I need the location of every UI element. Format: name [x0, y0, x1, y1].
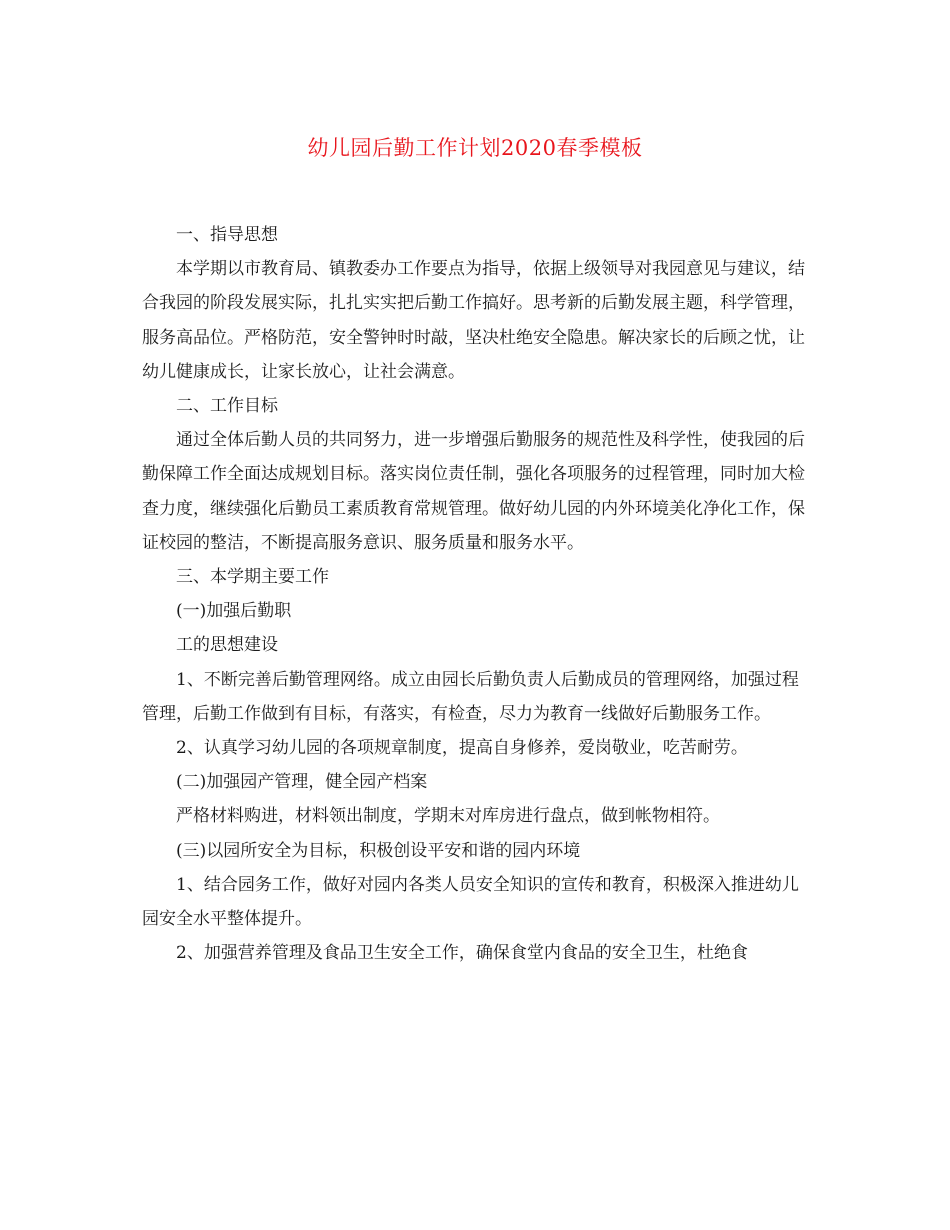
- sub-heading: (二)加强园产管理，健全园产档案: [176, 772, 428, 793]
- body-paragraph: 1、不断完善后勤管理网络。成立由园长后勤负责人后勤成员的管理网络，加强过程管理，后勤工作做到有目标，有落实，有检查，尽力为教育一线做好后勤服务工作。: [142, 669, 799, 724]
- section-heading: 三、本学期主要工作: [176, 567, 329, 588]
- section-heading: 一、指导思想: [176, 225, 278, 245]
- document-title: 幼儿园后勤工作计划2020春季模板: [307, 136, 643, 160]
- body-paragraph: 本学期以市教育局、镇教委办工作要点为指导，依据上级领导对我园意见与建议，结合我园的阶段发展实际，扎扎实实把后勤工作搞好。思考新的后勤发展主题，科学管理，服务高品位。严格防范，安全警钟时时敲，坚决杜绝安全隐患。解决家长的后顾之忧，让幼儿健康成长，让家长放心，让社会满意。: [142, 259, 805, 382]
- body-paragraph: 2、认真学习幼儿园的各项规章制度，提高自身修养，爱岗敬业，吃苦耐劳。: [176, 738, 748, 759]
- body-paragraph: 1、结合园务工作，做好对园内各类人员安全知识的宣传和教育，积极深入推进幼儿园安全水平整体提升。: [142, 874, 799, 930]
- sub-heading: (一)加强后勤职: [176, 601, 292, 622]
- body-paragraph: 2、加强营养管理及食品卫生安全工作，确保食堂内食品的安全卫生，杜绝食: [176, 943, 748, 964]
- section-heading: 二、工作目标: [176, 396, 278, 417]
- body-paragraph: 严格材料购进，材料领出制度，学期末对库房进行盘点，做到帐物相符。: [176, 806, 720, 827]
- document-body: [142, 218, 807, 970]
- body-paragraph: 通过全体后勤人员的共同努力，进一步增强后勤服务的规范性及科学性，使我园的后勤保障工作全面达成规划目标。落实岗位责任制，强化各项服务的过程管理，同时加大检查力度，继续强化后勤员工素质教育常规管理。做好幼儿园的内外环境美化净化工作，保证校园的整洁，不断提高服务意识、服务质量和服务水平。: [142, 430, 805, 553]
- sub-heading: 工的思想建设: [176, 635, 278, 656]
- sub-heading: (三)以园所安全为目标，积极创设平安和谐的园内环境: [176, 840, 581, 861]
